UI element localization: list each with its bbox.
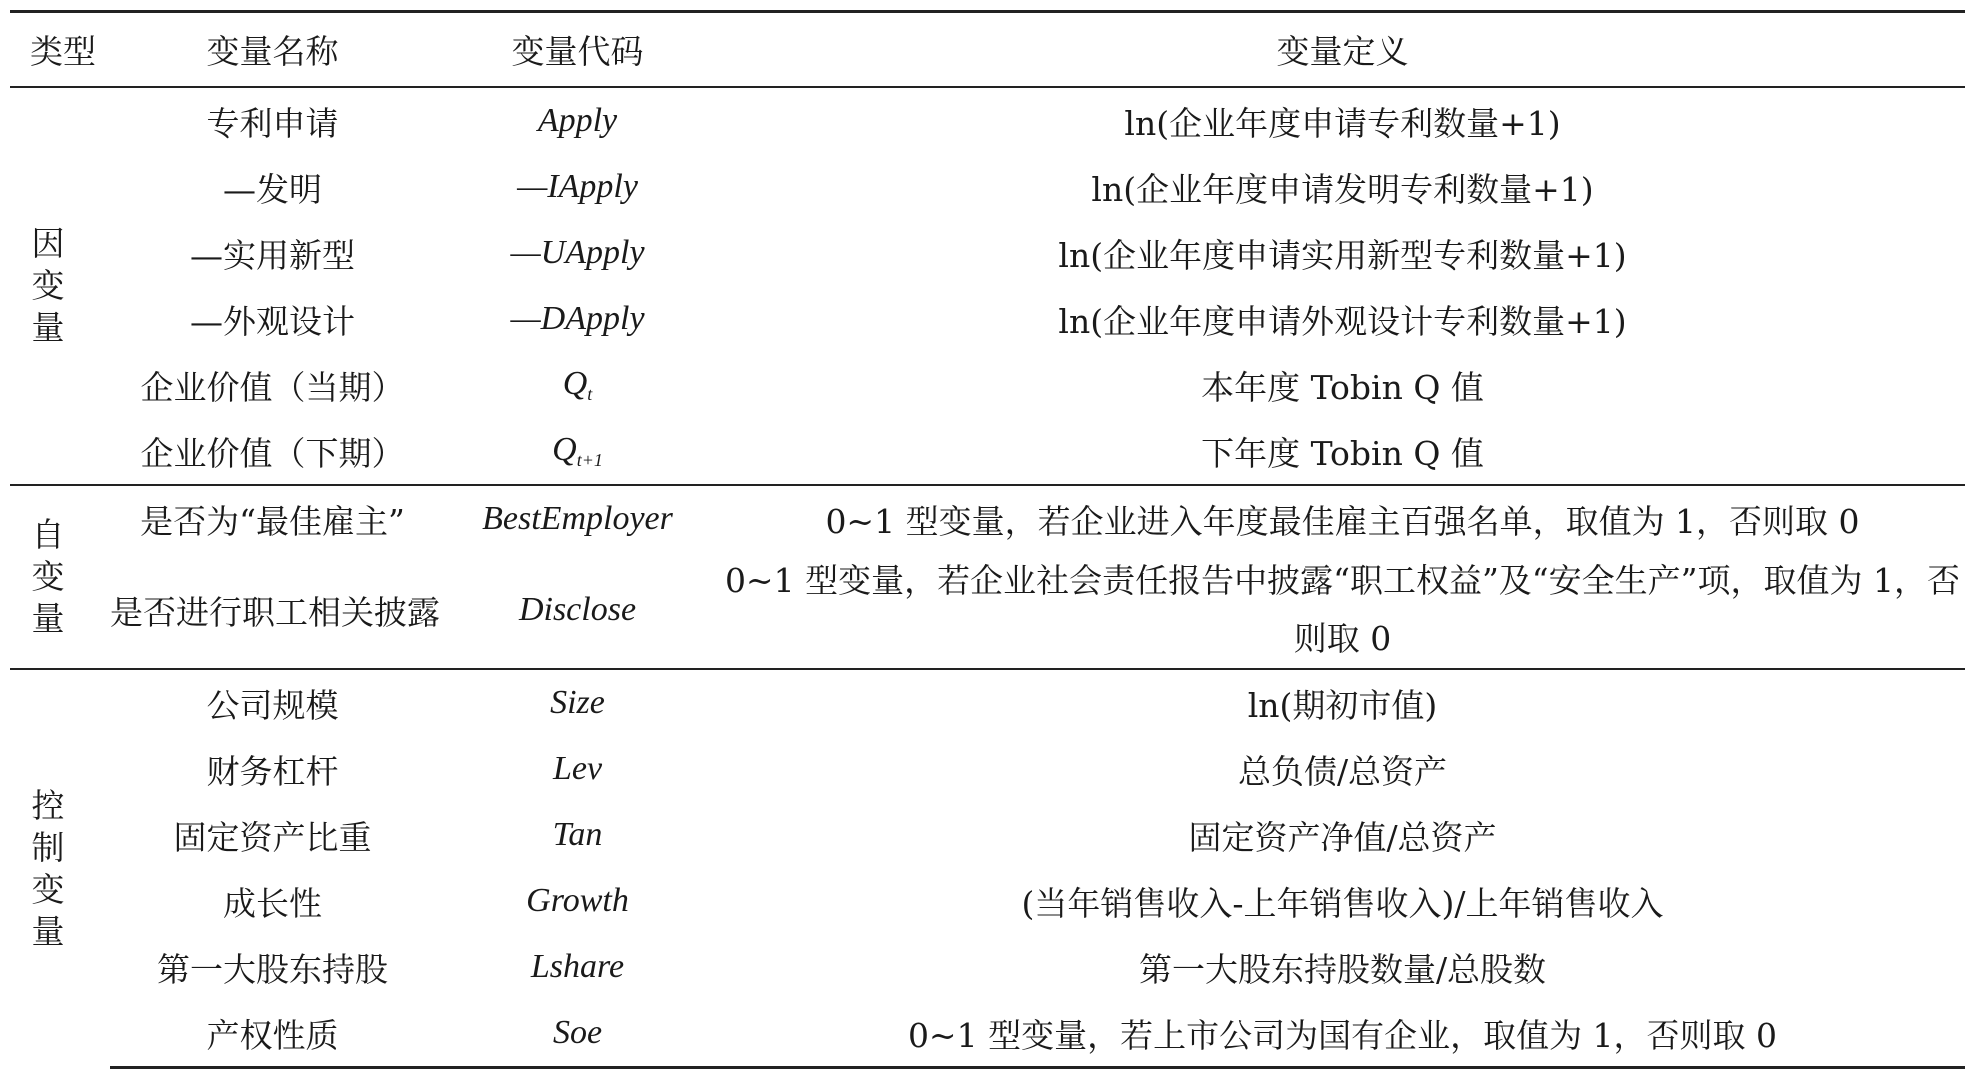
var-definition: 固定资产净值/总资产 — [1188, 817, 1497, 857]
table-row — [10, 286, 1965, 352]
var-code: Apply — [537, 102, 618, 139]
var-code: BestEmployer — [435, 485, 720, 552]
variable-definition-table — [10, 10, 1965, 1069]
var-name: —外观设计 — [190, 301, 355, 341]
var-name: 固定资产比重 — [173, 817, 372, 857]
var-name: 第一大股东持股 — [157, 949, 388, 989]
code-subscript: t+1 — [576, 450, 603, 470]
var-definition: 总负债/总资产 — [1237, 751, 1448, 791]
var-name: —实用新型 — [190, 235, 355, 275]
var-name: 财务杠杆 — [206, 751, 339, 791]
var-definition: ln(企业年度申请发明专利数量+1) — [1091, 169, 1594, 209]
var-code: —DApply — [510, 300, 645, 337]
var-definition: 第一大股东持股数量/总股数 — [1138, 949, 1547, 989]
table-row — [10, 485, 1965, 552]
var-code: Size — [435, 669, 720, 736]
table-row — [10, 552, 1965, 669]
var-name: 公司规模 — [110, 669, 435, 736]
header-definition: 变量定义 — [720, 12, 1965, 88]
var-code: $Q_{t+1}$ — [552, 431, 603, 470]
table-row — [10, 736, 1965, 802]
var-code: Soe — [435, 1000, 720, 1068]
table-row — [10, 352, 1965, 418]
var-name: 企业价值（当期） — [140, 367, 405, 407]
var-definition: ln(企业年度申请专利数量+1) — [1124, 103, 1561, 143]
var-name: 成长性 — [223, 883, 322, 923]
table-row — [10, 87, 1965, 154]
table-row — [10, 220, 1965, 286]
header-type: 类型 — [10, 12, 110, 88]
header-row — [10, 12, 1965, 88]
header-name: 变量名称 — [110, 12, 435, 88]
group-type-control: 控制变量 — [10, 669, 110, 1068]
var-code: Tan — [552, 816, 603, 853]
var-code: Lev — [552, 750, 603, 787]
var-name: 企业价值（下期） — [140, 433, 405, 473]
var-definition: 0~1 型变量，若企业社会责任报告中披露“职工权益”及“安全生产”项，取值为 1，否则取 0 — [724, 561, 1961, 658]
var-name: 产权性质 — [110, 1000, 435, 1068]
var-code: —UApply — [510, 234, 645, 271]
table-row — [10, 1000, 1965, 1068]
header-code: 变量代码 — [435, 12, 720, 88]
var-name: 是否进行职工相关披露 — [110, 592, 440, 632]
table-row — [10, 154, 1965, 220]
table-row — [10, 934, 1965, 1000]
var-definition: 0~1 型变量，若上市公司为国有企业，取值为 1，否则取 0 — [720, 1000, 1965, 1068]
table-row — [10, 868, 1965, 934]
var-definition: 下年度 Tobin Q 值 — [1201, 433, 1484, 473]
var-code: Lshare — [530, 948, 625, 985]
group-type-independent: 自变量 — [10, 485, 110, 669]
var-definition: ln(企业年度申请外观设计专利数量+1) — [1058, 301, 1627, 341]
var-code: Disclose — [518, 591, 637, 628]
group-type-dependent: 因变量 — [31, 224, 65, 347]
code-subscript: t — [587, 384, 593, 404]
var-name: 专利申请 — [206, 103, 339, 143]
var-definition: (当年销售收入-上年销售收入)/上年销售收入 — [1021, 883, 1664, 923]
table-row — [10, 669, 1965, 736]
var-definition: 本年度 Tobin Q 值 — [1201, 367, 1484, 407]
var-code: Growth — [526, 882, 629, 919]
var-name: —发明 — [223, 169, 322, 209]
var-code: $Q_t$ — [562, 365, 593, 404]
var-definition: ln(企业年度申请实用新型专利数量+1) — [1058, 235, 1627, 275]
var-definition: ln(期初市值) — [720, 669, 1965, 736]
var-definition: 0~1 型变量，若企业进入年度最佳雇主百强名单，取值为 1，否则取 0 — [720, 485, 1965, 552]
var-code: —IApply — [517, 168, 638, 205]
table-row — [10, 802, 1965, 868]
table-row — [10, 418, 1965, 485]
var-name: 是否为“最佳雇主” — [110, 485, 435, 552]
